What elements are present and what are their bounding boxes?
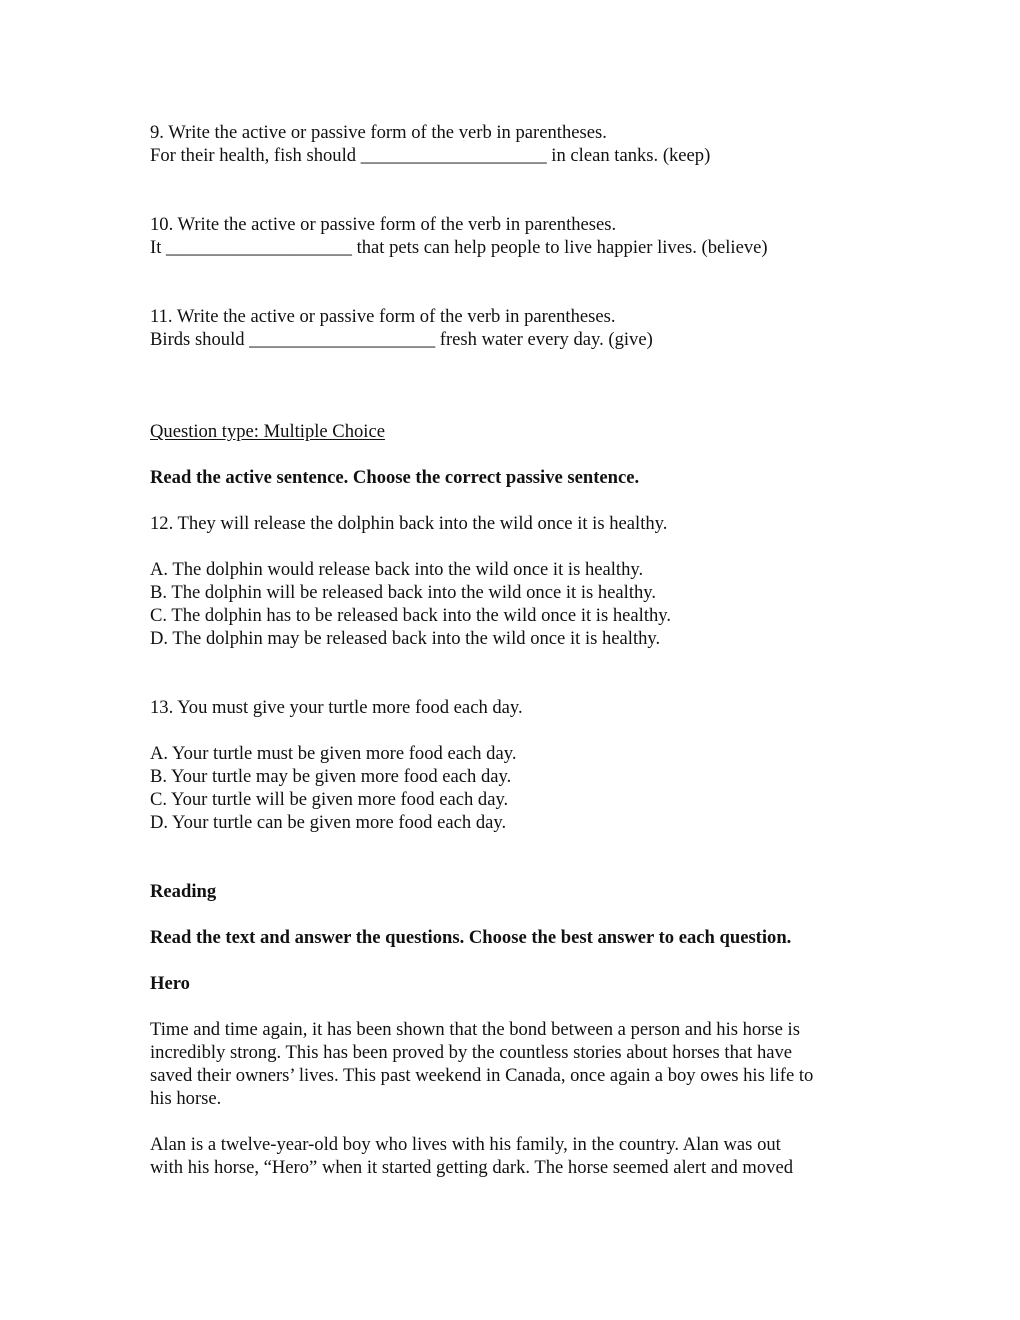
question-12-option-d: D. The dolphin may be released back into the wild once it is healthy. [150, 628, 661, 649]
paragraph-2-line-2: with his horse, “Hero” when it started getting dark. The horse seemed alert and moved [150, 1157, 794, 1178]
question-12-option-b: B. The dolphin will be released back into the wild once it is healthy. [150, 582, 657, 603]
reading-title: Hero [150, 973, 190, 994]
question-10-sentence: It ____________________ that pets can help people to live happier lives. (believe) [150, 237, 768, 258]
question-13-option-d: D. Your turtle can be given more food each day. [150, 812, 507, 833]
paragraph-1-line-3: saved their owners’ lives. This past weekend in Canada, once again a boy owes his life to [150, 1065, 814, 1086]
question-10-prompt: 10. Write the active or passive form of the verb in parentheses. [150, 214, 617, 235]
question-11-sentence: Birds should ____________________ fresh water every day. (give) [150, 329, 653, 350]
multiple-choice-instruction: Read the active sentence. Choose the correct passive sentence. [150, 467, 640, 488]
paragraph-1-line-2: incredibly strong. This has been proved by the countless stories about horses that have [150, 1042, 793, 1063]
question-12-stem: 12. They will release the dolphin back into the wild once it is healthy. [150, 513, 668, 534]
question-13-option-c: C. Your turtle will be given more food each day. [150, 789, 509, 810]
question-13-option-b: B. Your turtle may be given more food each day. [150, 766, 512, 787]
question-13-option-a: A. Your turtle must be given more food each day. [150, 743, 517, 764]
reading-instruction: Read the text and answer the questions. Choose the best answer to each question. [150, 927, 792, 948]
reading-heading: Reading [150, 881, 217, 902]
question-12-option-a: A. The dolphin would release back into the wild once it is healthy. [150, 559, 644, 580]
question-12-option-c: C. The dolphin has to be released back into the wild once it is healthy. [150, 605, 672, 626]
paragraph-2-line-1: Alan is a twelve-year-old boy who lives with his family, in the country. Alan was out [150, 1134, 781, 1155]
question-9-sentence: For their health, fish should ____________________ in clean tanks. (keep) [150, 145, 711, 166]
section-label-multiple-choice: Question type: Multiple Choice [150, 421, 385, 442]
paragraph-1-line-1: Time and time again, it has been shown that the bond between a person and his horse is [150, 1019, 800, 1040]
question-11-prompt: 11. Write the active or passive form of the verb in parentheses. [150, 306, 616, 327]
question-9-prompt: 9. Write the active or passive form of the verb in parentheses. [150, 122, 607, 143]
question-13-stem: 13. You must give your turtle more food each day. [150, 697, 523, 718]
paragraph-1-line-4: his horse. [150, 1088, 222, 1109]
